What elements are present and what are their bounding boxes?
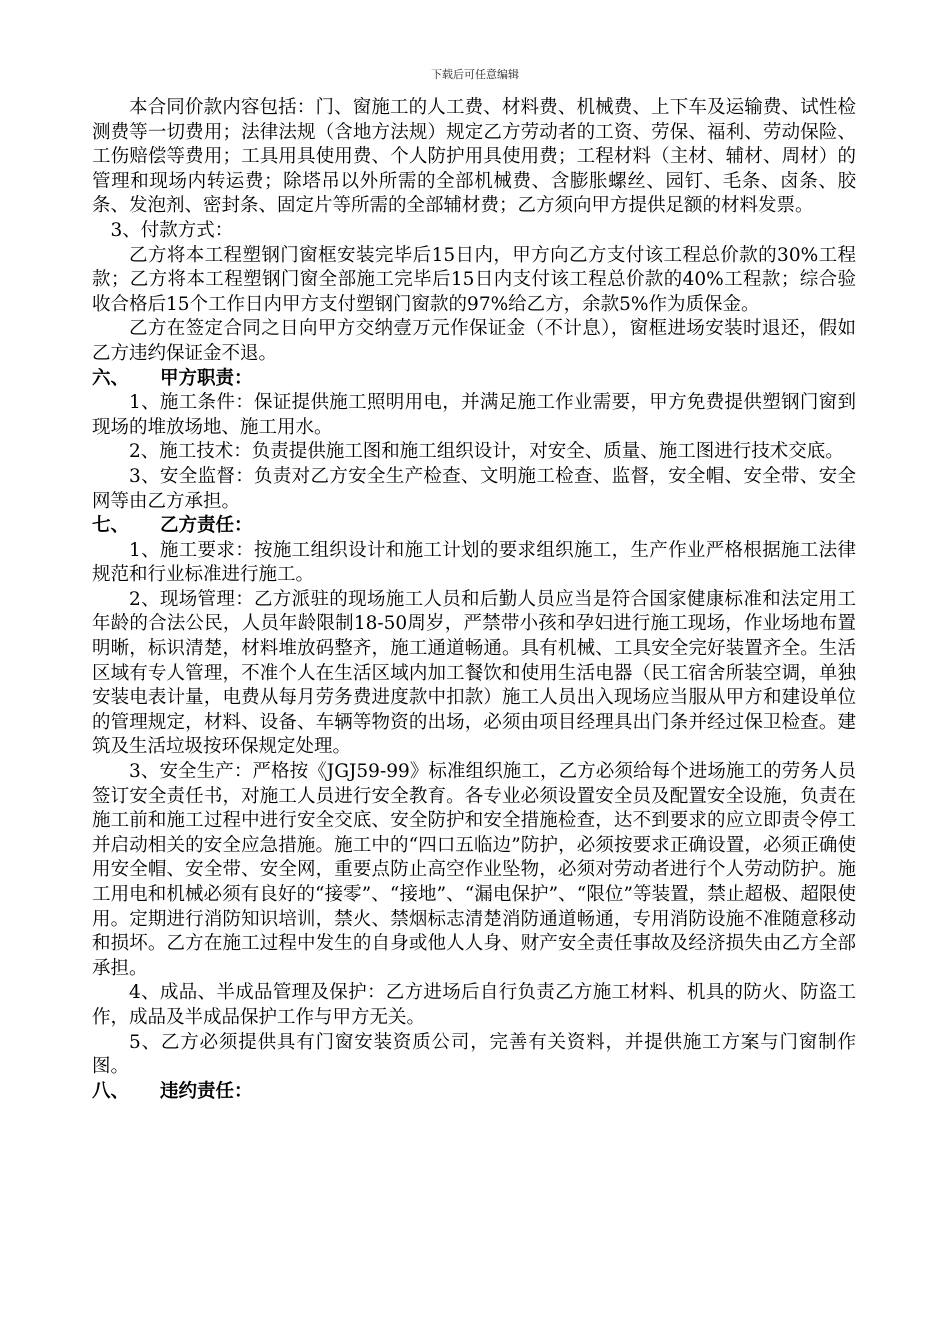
paragraph: 5、乙方必须提供具有门窗安装资质公司，完善有关资料，并提供施工方案与门窗制作图。 <box>92 1031 856 1078</box>
section-number: 七、 <box>92 515 130 537</box>
paragraph: 3、安全监督：负责对乙方安全生产检查、文明施工检查、监督，安全帽、安全带、安全网等由乙方承担。 <box>92 465 856 512</box>
page-header: 下载后可任意编辑 <box>431 68 519 81</box>
paragraph: 乙方将本工程塑钢门窗框安装完毕后15日内，甲方向乙方支付该工程总价款的30%工程款；乙方将本工程塑钢门窗全部施工完毕后15日内支付该工程总价款的40%工程款；综合验收合格后15个工作日内甲方支付塑钢门窗款的97%给乙方，余款5%作为质保金。 <box>92 244 856 315</box>
paragraph: 2、施工技术：负责提供施工图和施工组织设计，对安全、质量、施工图进行技术交底。 <box>129 441 844 463</box>
paragraph: 3、付款方式： <box>110 219 234 241</box>
section-heading <box>92 367 856 392</box>
document-body <box>92 96 856 1104</box>
paragraph: 2、现场管理：乙方派驻的现场施工人员和后勤人员应当是符合国家健康标准和法定用工年龄的合法公民，人员年龄限制18-50周岁，严禁带小孩和孕妇进行施工现场，作业场地布置明晰，标识清楚，材料堆放码整齐，施工通道畅通。具有机械、工具安全完好装置齐全。生活区域有专人管理，不准个人在生活区域内加工餐饮和使用生活电器（民工宿舍所装空调，单独安装电表计量，电费从每月劳务费进度款中扣款）施工人员出入现场应当服从甲方和建设单位的管理规定，材料、设备、车辆等物资的出场，必须由项目经理具出门条并经过保卫检查。建筑及生活垃圾按环保规定处理。 <box>92 588 856 758</box>
section-number: 六、 <box>92 367 130 389</box>
section-heading <box>92 514 856 539</box>
section-title: 违约责任： <box>160 1080 253 1102</box>
section-title: 甲方职责： <box>160 367 253 389</box>
paragraph: 1、施工要求：按施工组织设计和施工计划的要求组织施工，生产作业严格根据施工法律规范和行业标准进行施工。 <box>92 539 856 586</box>
paragraph: 本合同价款内容包括：门、窗施工的人工费、材料费、机械费、上下车及运输费、试性检测费等一切费用；法律法规（含地方法规）规定乙方劳动者的工资、劳保、福利、劳动保险、工伤赔偿等费用；工具用具使用费、个人防护用具使用费；工程材料（主材、辅材、周材）的管理和现场内转运费；除塔吊以外所需的全部机械费、含膨胀螺丝、园钉、毛条、卤条、胶条、发泡剂、密封条、固定片等所需的全部辅材费；乙方须向甲方提供足额的材料发票。 <box>92 97 856 217</box>
paragraph: 3、安全生产：严格按《JGJ59-99》标准组织施工，乙方必须给每个进场施工的劳务人员签订安全责任书，对施工人员进行安全教育。各专业必须设置安全员及配置安全设施，负责在施工前和施工过程中进行安全交底、安全防护和安全措施检查，达不到要求的应立即责令停工并启动相关的安全应急措施。施工中的“四口五临边”防护，必须按要求正确设置，必须正确使用安全帽、安全带、安全网，重要点防止高空作业坠物，必须对劳动者进行个人劳动防护。施工用电和机械必须有良好的“接零”、“接地”、“漏电保护”、“限位”等装置，禁止超极、超限使用。定期进行消防知识培训，禁火、禁烟标志清楚消防通道畅通，专用消防设施不准随意移动和损坏。乙方在施工过程中发生的自身或他人人身、财产安全责任事故及经济损失由乙方全部承担。 <box>92 761 856 979</box>
paragraph: 乙方在签定合同之日向甲方交纳壹万元作保证金（不计息），窗框进场安装时退还，假如乙方违约保证金不退。 <box>92 318 856 364</box>
paragraph: 4、成品、半成品管理及保护：乙方进场后自行负责乙方施工材料、机具的防火、防盗工作，成品及半成品保护工作与甲方无关。 <box>92 982 856 1028</box>
section-number: 八、 <box>92 1080 130 1102</box>
paragraph: 1、施工条件：保证提供施工照明用电，并满足施工作业需要，甲方免费提供塑钢门窗到现场的堆放场地、施工用水。 <box>92 392 856 438</box>
section-title: 乙方责任： <box>160 515 253 537</box>
section-heading <box>92 1080 856 1105</box>
